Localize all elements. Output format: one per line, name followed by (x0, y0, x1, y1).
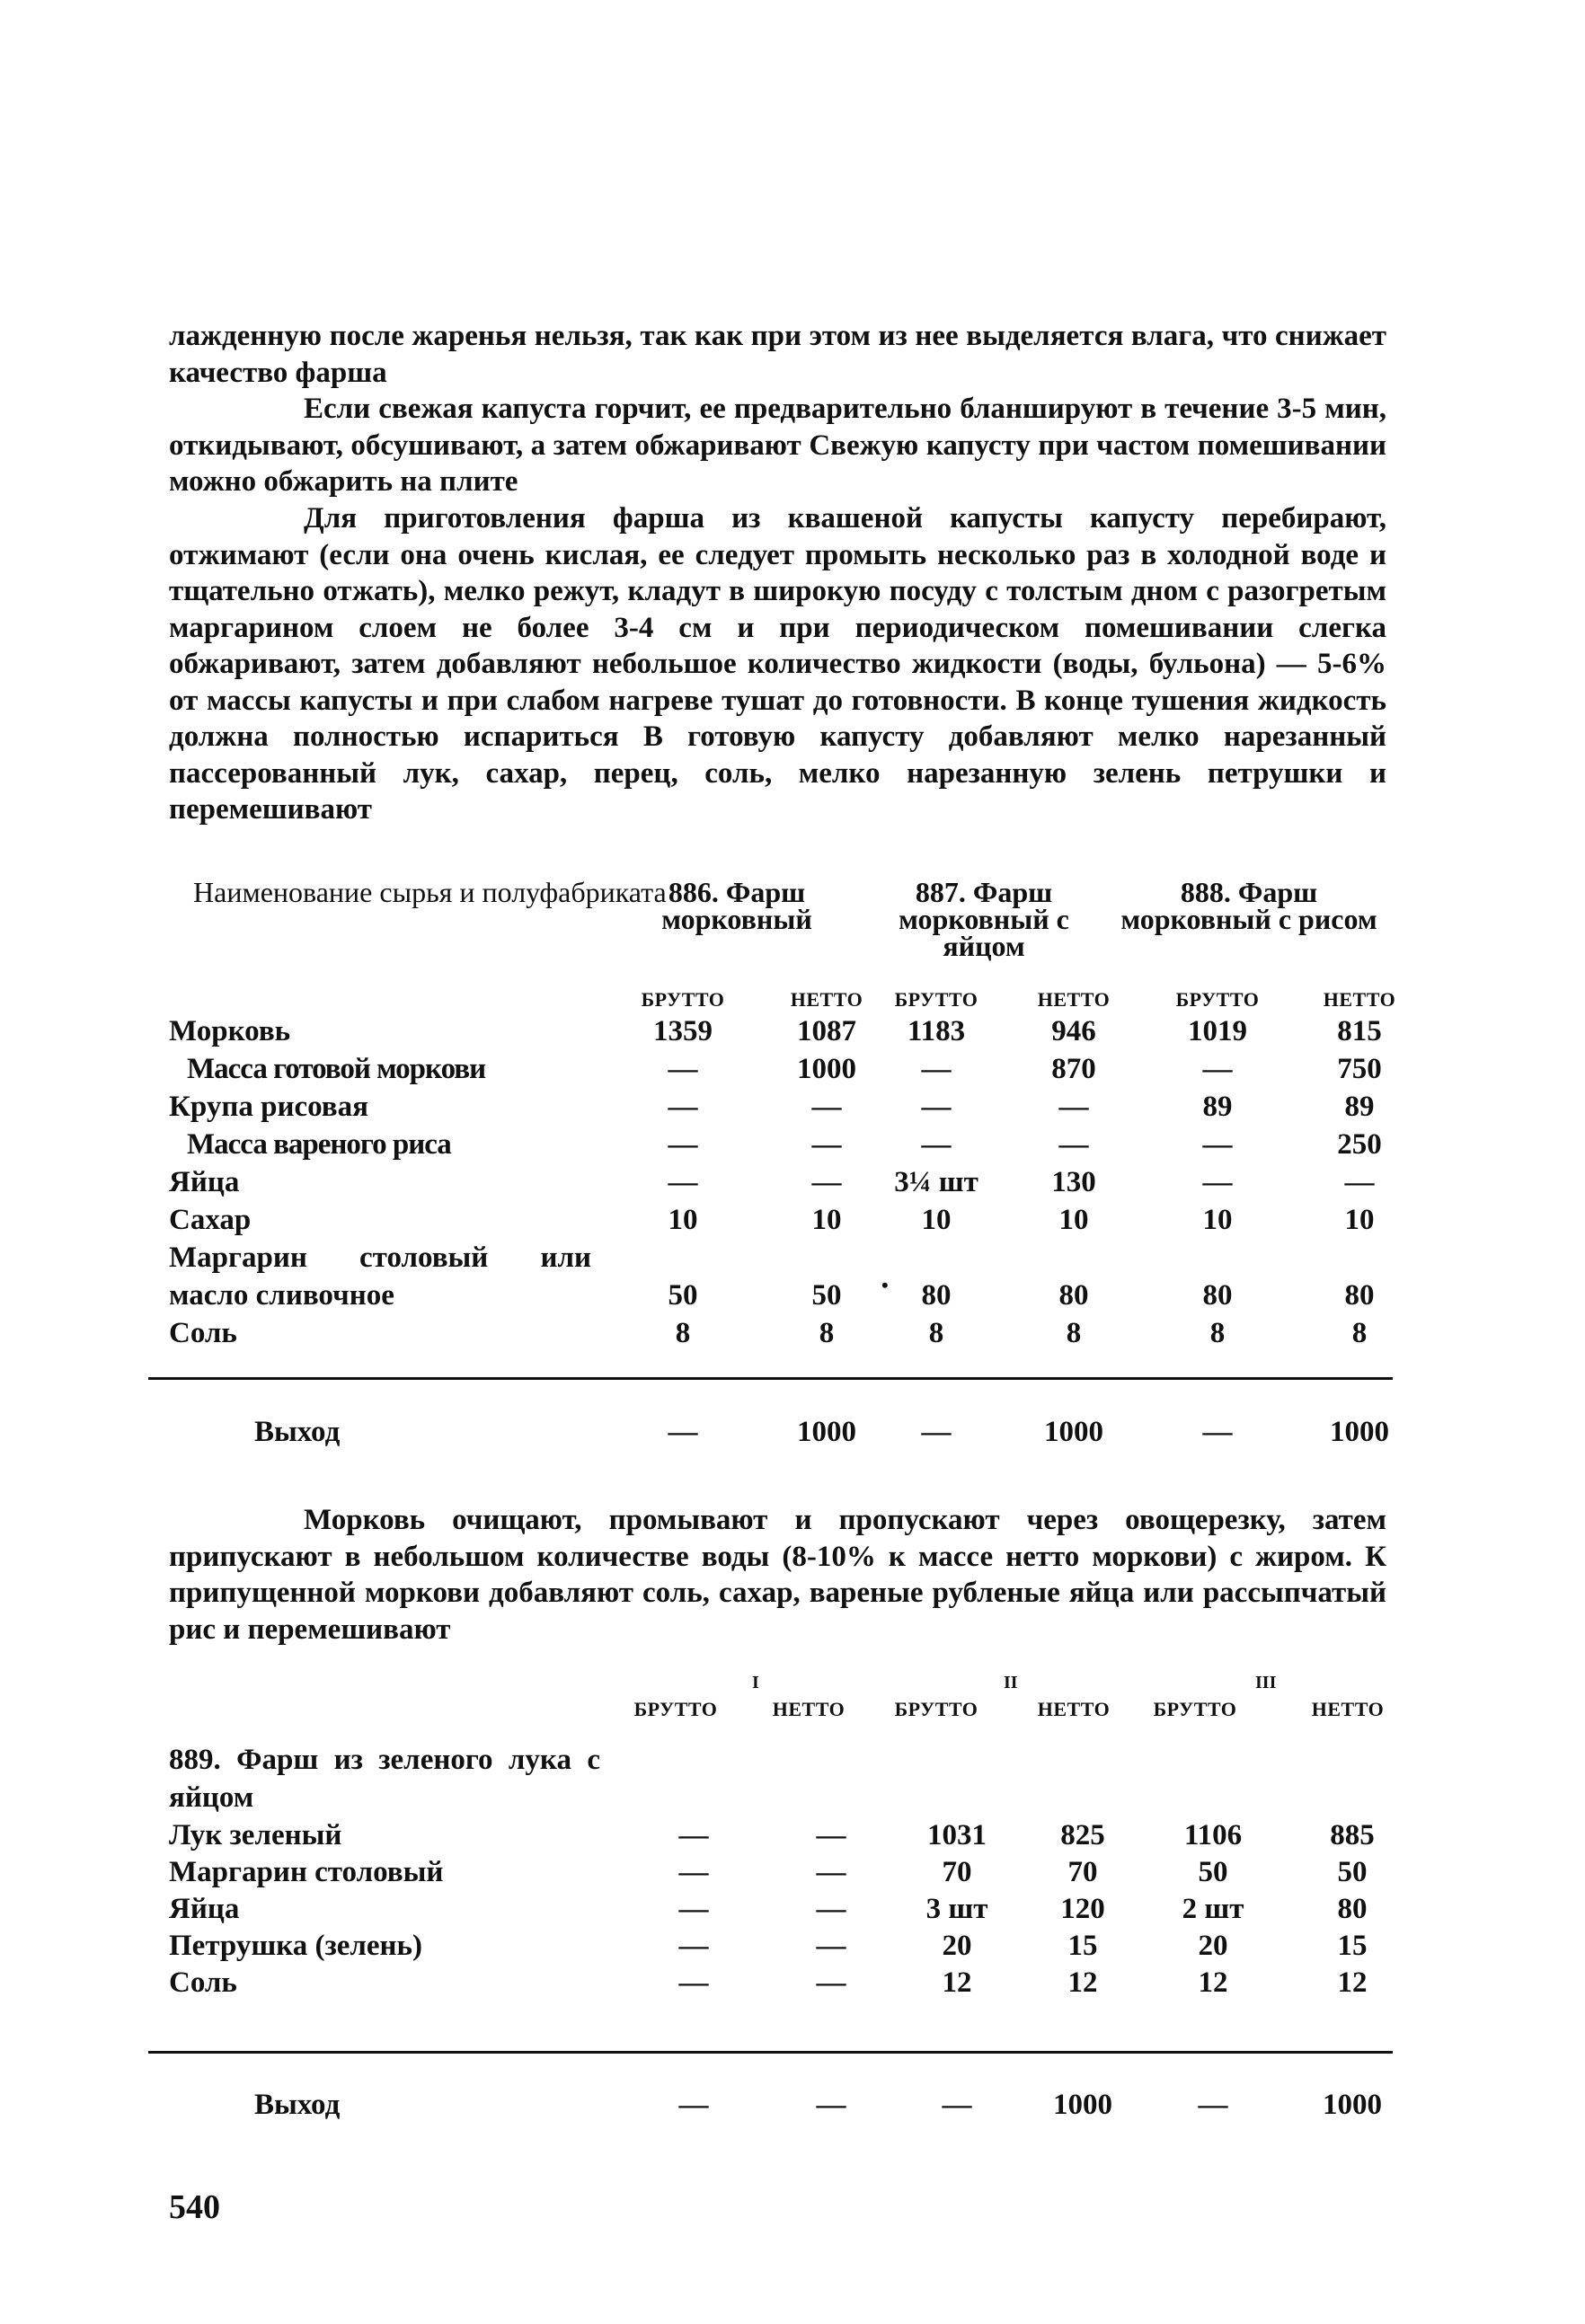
table1-brutto-label: БРУТТО (641, 988, 725, 1011)
table2-output-cell: — (1198, 2089, 1228, 2121)
table1-brutto-label: БРУТТО (1175, 988, 1260, 1011)
table2-row-label: Маргарин столовый (169, 1856, 444, 1888)
table2-output-cell: — (816, 2089, 846, 2121)
table1-header-name: Наименование сырья и полуфабриката (193, 876, 667, 908)
table2-cell: 15 (1067, 1930, 1098, 1962)
table2-cell: 20 (942, 1930, 972, 1962)
table2-cell: 120 (1060, 1893, 1105, 1925)
table1-cell: 80 (1058, 1279, 1089, 1312)
table2-output-cell: — (678, 2089, 709, 2121)
table1-cell: 8 (1351, 1317, 1368, 1349)
table1-cell: 10 (1344, 1204, 1375, 1236)
table2-cell: — (816, 1966, 846, 1999)
table1-cell: 10 (921, 1204, 952, 1236)
table2-cell: — (678, 1856, 709, 1888)
table1-cell: — (811, 1091, 842, 1123)
table1-cell: 10 (1058, 1204, 1089, 1236)
table1-cell: 750 (1337, 1053, 1382, 1085)
table1-cell: — (811, 1128, 842, 1161)
table2-cell: — (816, 1893, 846, 1925)
table2-cell: 1031 (927, 1819, 987, 1851)
table1-cell: — (921, 1128, 952, 1161)
table2-cell: 12 (942, 1966, 972, 1999)
table1-brutto-label: БРУТТО (894, 988, 978, 1011)
table2-row-label: Лук зеленый (169, 1819, 342, 1851)
table1-cell: 89 (1202, 1091, 1233, 1123)
table2-row-label: Петрушка (зелень) (169, 1930, 422, 1962)
table1-cell: 8 (819, 1317, 835, 1349)
table1-netto-label: НЕТТО (790, 988, 863, 1011)
table1-output-cell: 1000 (797, 1416, 856, 1448)
table1-row-label: Масса готовой моркови (187, 1053, 486, 1085)
table1-cell: 10 (811, 1204, 842, 1236)
table1-cell: — (1344, 1166, 1375, 1198)
table1-row-label: Маргарин столовый или (169, 1242, 591, 1274)
table1-cell: 80 (1344, 1279, 1375, 1312)
table2-title: 889. Фарш из зеленого лука с яйцом (169, 1744, 600, 1814)
table2-row-label: Яйца (169, 1893, 240, 1925)
table1-cell: — (921, 1053, 952, 1085)
table1-cell: 946 (1051, 1015, 1096, 1047)
table1-output-cell: 1000 (1044, 1416, 1103, 1448)
table2-rule (148, 2051, 1393, 2054)
table1-row-label: Масса вареного риса (187, 1128, 451, 1161)
table2-cell: — (678, 1966, 709, 1999)
paragraph-3: Для приготовления фарша из квашеной капусты капусту перебирают, отжимают (если она очень кислая, ее следует промыть несколько раз в холодной воде и тщательно отжать), мелко режут, кладут в широкую посуду с толстым дном с разогретым маргарином слоем не более 3-4 см и при периодическом помешивании слегка обжаривают, затем добавляют небольшое количество жидкости (воды, бульона) — 5-6% от массы капусты и при слабом нагреве тушат до готовности. В конце тушения жидкость должна полностью испариться В готовую капусту добавляют мелко нарезанный пассерованный лук, сахар, перец, соль, мелко нарезанную зелень петрушки и перемешивают (169, 502, 1386, 826)
table1-col-888: 888. Фарш морковный с рисом (1120, 876, 1377, 935)
table2-output-label: Выход (254, 2089, 341, 2121)
table1-cell: 10 (1202, 1204, 1233, 1236)
table1-cell: — (668, 1091, 698, 1123)
table2-variant-numeral: I (752, 1673, 759, 1692)
table1-bullet-mark: • (881, 1274, 889, 1296)
table2-netto-label: НЕТТО (1311, 1698, 1385, 1720)
table2-variant-numeral: II (1004, 1673, 1018, 1692)
paragraph-4: Морковь очищают, промывают и пропускают через овощерезку, затем припускают в небольшом количестве воды (8-10% к массе нетто моркови) с жиром. К припущенной моркови добавляют соль, сахар, вареные рубленые яйца или рассыпчатый рис и перемешивают (169, 1504, 1386, 1646)
table1-row-label: Яйца (169, 1166, 240, 1198)
table2-cell: 70 (1067, 1856, 1098, 1888)
table1-col-886: 886. Фарш морковный (661, 876, 812, 935)
table2-row-label: Соль (169, 1966, 237, 1999)
table1-cell: — (1202, 1166, 1233, 1198)
table1-col-887: 887. Фарш морковный с яйцом (899, 876, 1069, 962)
table1-output-cell: — (921, 1416, 952, 1448)
table1-cell: 80 (921, 1279, 952, 1312)
table1-output-cell: — (668, 1416, 698, 1448)
table1-cell: — (668, 1128, 698, 1161)
table2-brutto-label: БРУТТО (894, 1698, 978, 1720)
table1-cell: — (921, 1091, 952, 1123)
table1-row-label: Морковь (169, 1015, 291, 1047)
table1-cell: 80 (1202, 1279, 1233, 1312)
table1-output-cell: — (1202, 1416, 1233, 1448)
table1-cell: 50 (811, 1279, 842, 1312)
table1-cell: 250 (1337, 1128, 1382, 1161)
table2-netto-label: НЕТТО (772, 1698, 846, 1720)
table1-cell: 50 (668, 1279, 698, 1312)
table1-netto-label: НЕТТО (1323, 988, 1396, 1011)
table2-brutto-label: БРУТТО (1153, 1698, 1237, 1720)
table2-output-cell: 1000 (1053, 2089, 1112, 2121)
table2-cell: 50 (1198, 1856, 1228, 1888)
table1-cell: — (1202, 1053, 1233, 1085)
table1-cell: 130 (1051, 1166, 1096, 1198)
table1-cell: 8 (1066, 1317, 1082, 1349)
table1-cell: — (668, 1053, 698, 1085)
table1-cell: — (811, 1166, 842, 1198)
table1-cell: 1000 (797, 1053, 856, 1085)
table1-cell: 89 (1344, 1091, 1375, 1123)
table1-output-cell: 1000 (1330, 1416, 1389, 1448)
table2-netto-label: НЕТТО (1037, 1698, 1111, 1720)
table1-row-label: Крупа рисовая (169, 1091, 368, 1123)
table1-cell: 8 (928, 1317, 944, 1349)
table2-cell: 80 (1337, 1893, 1368, 1925)
table2-output-cell: — (942, 2089, 972, 2121)
table1-cell: 815 (1337, 1015, 1382, 1047)
table1-cell: — (1058, 1128, 1089, 1161)
table2-cell: — (678, 1893, 709, 1925)
table1-cell: 1087 (797, 1015, 856, 1047)
paragraph-2: Если свежая капуста горчит, ее предварительно бланшируют в течение 3-5 мин, откидывают, обсушивают, а затем обжаривают Свежую капусту при частом помешивании можно обжарить на плите (169, 393, 1386, 498)
table2-cell: 15 (1337, 1930, 1368, 1962)
table2-cell: 12 (1067, 1966, 1098, 1999)
table2-cell: — (678, 1819, 709, 1851)
table1-cell: 1359 (653, 1015, 713, 1047)
table2-cell: 50 (1337, 1856, 1368, 1888)
table2-cell: 825 (1060, 1819, 1105, 1851)
table1-cell: 8 (675, 1317, 691, 1349)
table1-row-label: Соль (169, 1317, 237, 1349)
table1-cell: — (668, 1166, 698, 1198)
table1-output-label: Выход (254, 1416, 341, 1448)
paragraph-1: лажденную после жаренья нельзя, так как при этом из нее выделяется влага, что снижает качество фарша (169, 320, 1386, 389)
table2-cell: 885 (1330, 1819, 1375, 1851)
table1-cell: — (1058, 1091, 1089, 1123)
table2-cell: 12 (1337, 1966, 1368, 1999)
table1-row-label: масло сливочное (169, 1279, 394, 1312)
table1-cell: 10 (668, 1204, 698, 1236)
table2-cell: 1106 (1183, 1819, 1243, 1851)
table1-cell: 3¼ шт (894, 1166, 978, 1198)
table2-brutto-label: БРУТТО (633, 1698, 718, 1720)
table1-cell: 1183 (907, 1015, 966, 1047)
table1-row-label: Сахар (169, 1204, 252, 1236)
table1-rule (148, 1377, 1393, 1380)
table1-netto-label: НЕТТО (1037, 988, 1111, 1011)
table2-cell: 3 шт (925, 1893, 988, 1925)
table2-cell: 12 (1198, 1966, 1228, 1999)
table1-cell: 870 (1051, 1053, 1096, 1085)
table2-output-cell: 1000 (1323, 2089, 1382, 2121)
page-number: 540 (169, 2188, 220, 2226)
table2-cell: 20 (1198, 1930, 1228, 1962)
table2-cell: — (678, 1930, 709, 1962)
table2-cell: 2 шт (1182, 1893, 1244, 1925)
table1-cell: 1019 (1188, 1015, 1247, 1047)
table2-cell: — (816, 1819, 846, 1851)
table2-cell: — (816, 1930, 846, 1962)
table2-variant-numeral: III (1255, 1673, 1277, 1692)
table2-cell: 70 (942, 1856, 972, 1888)
table1-cell: — (1202, 1128, 1233, 1161)
table2-cell: — (816, 1856, 846, 1888)
table1-cell: 8 (1209, 1317, 1226, 1349)
